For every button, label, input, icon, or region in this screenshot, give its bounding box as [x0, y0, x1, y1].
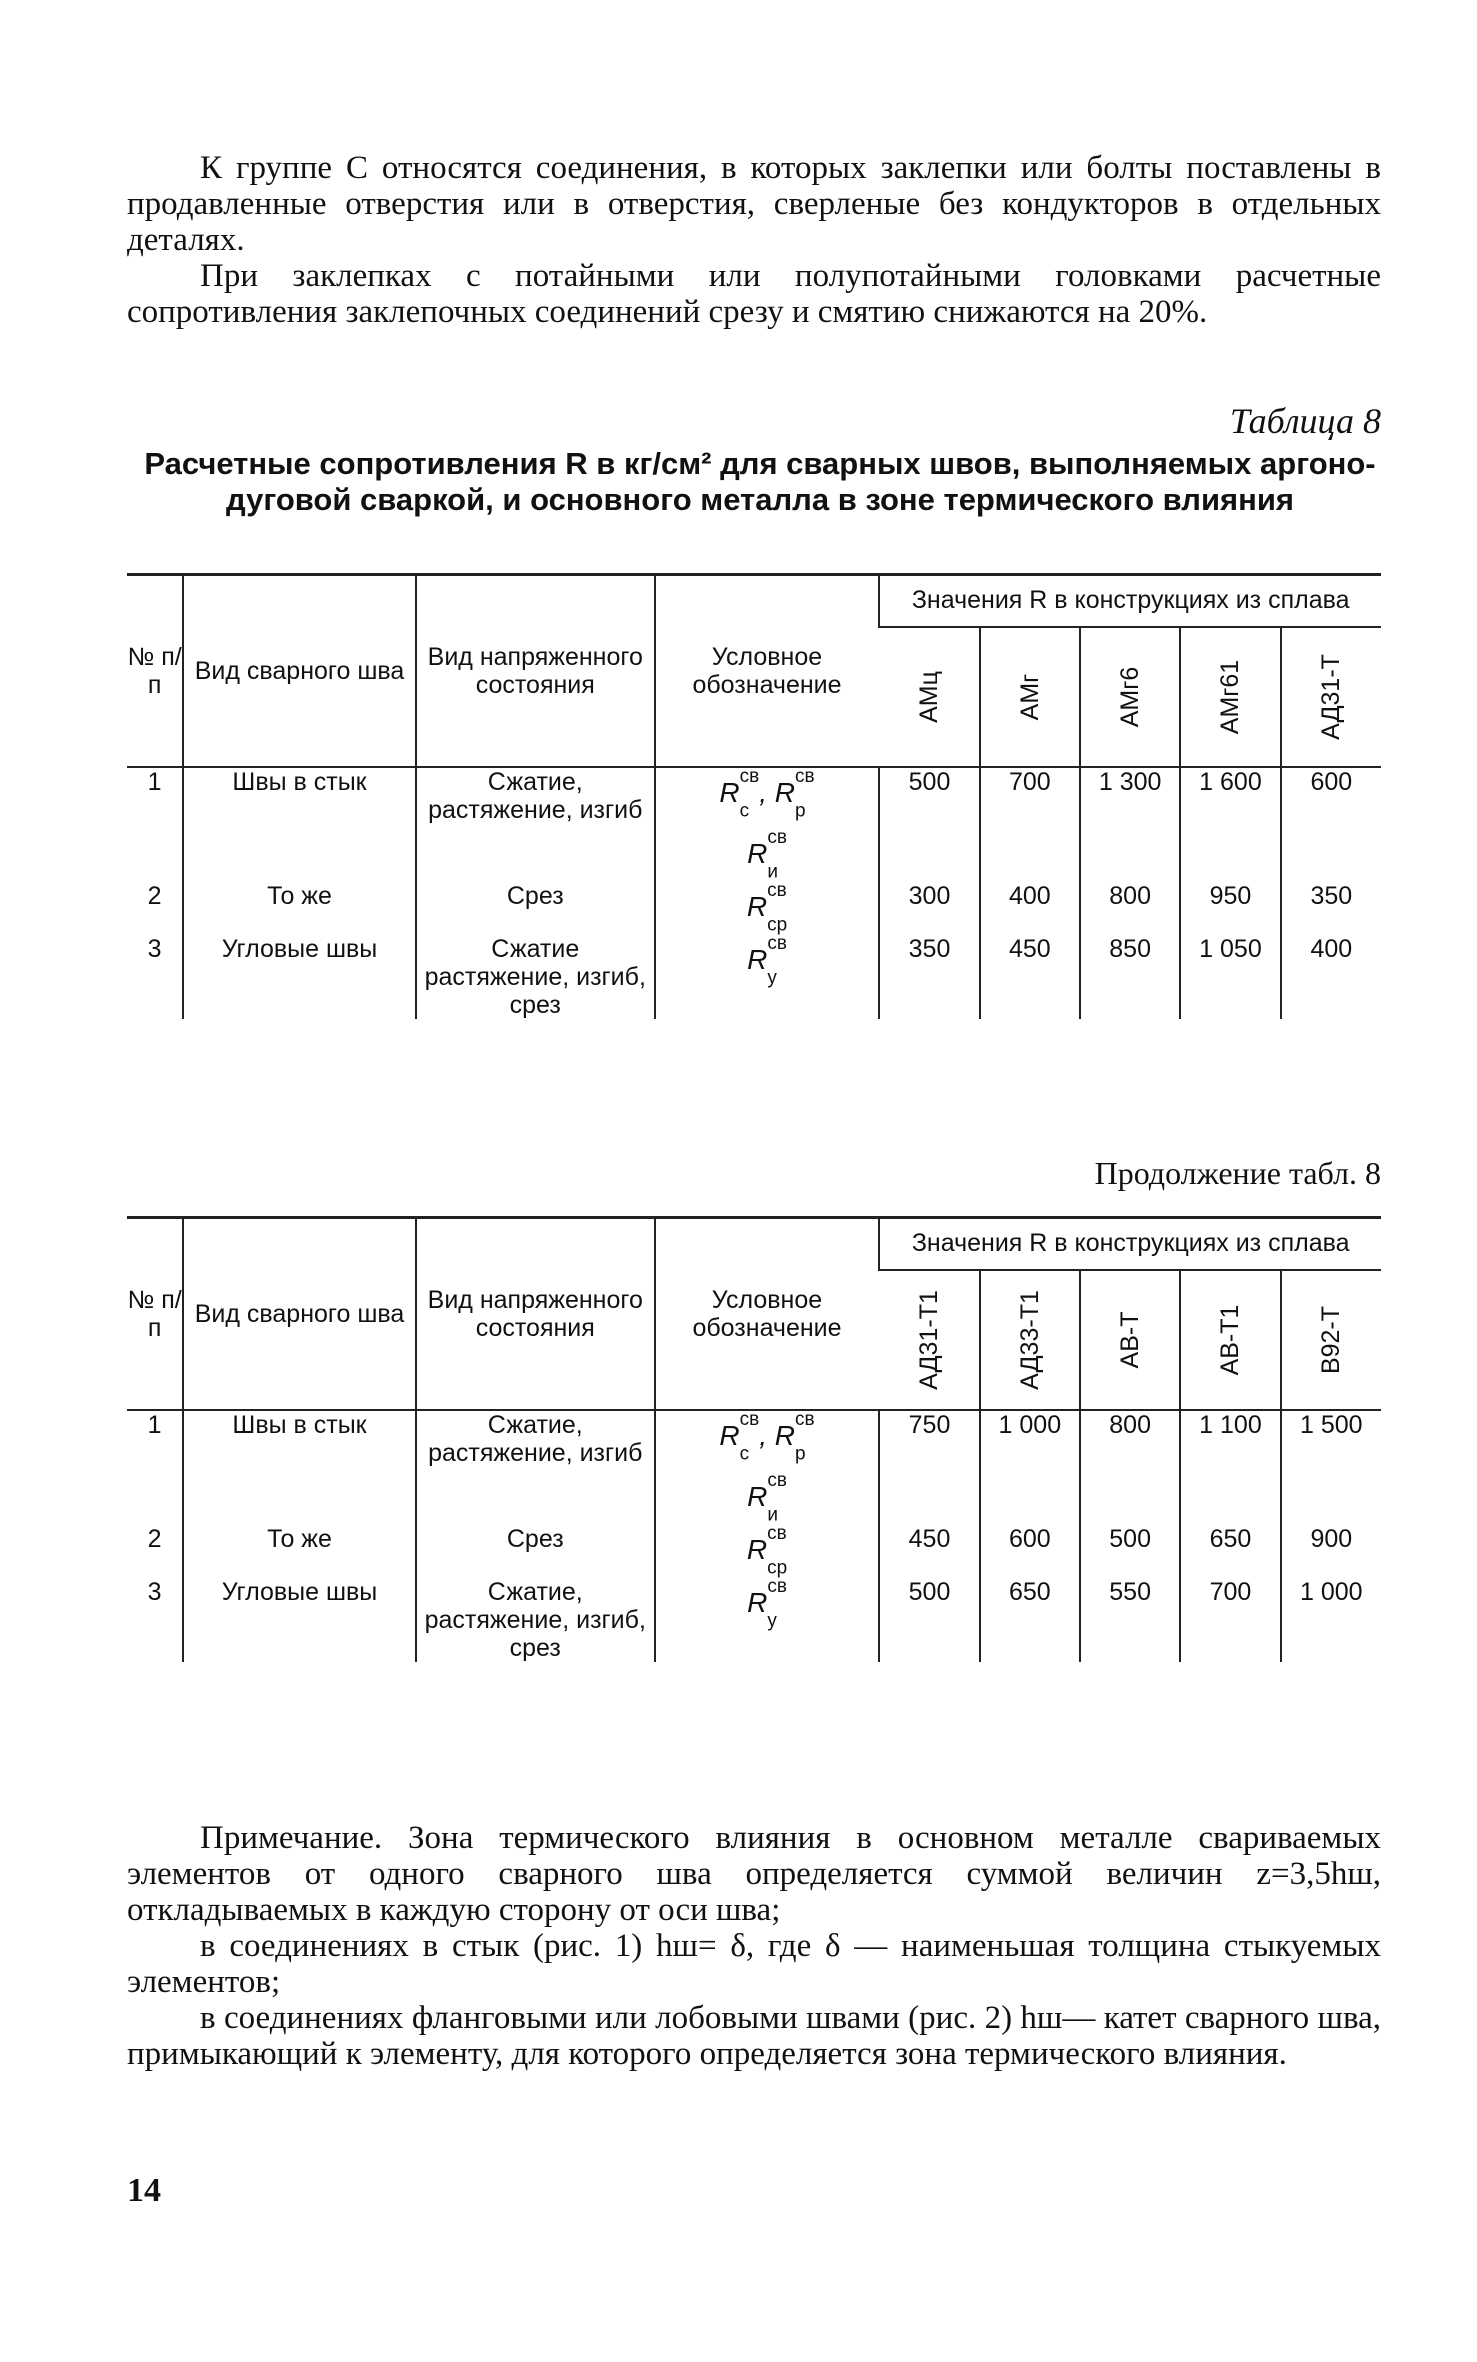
header-values-group: Значения R в конструкциях из сплава [879, 1218, 1381, 1271]
value-cell: 1 300 [1080, 767, 1180, 882]
value-cell: 500 [879, 1578, 979, 1662]
value-cell: 500 [1080, 1525, 1180, 1578]
value-cell: 1 000 [980, 1410, 1080, 1525]
row-number: 1 [147, 1411, 162, 1439]
value-cell: 700 [1180, 1578, 1280, 1662]
value-cell: 350 [1281, 882, 1381, 935]
stress-state-cell: Сжатие, растяжение, изгиб [416, 1410, 655, 1525]
weld-type-cell: Угловые швы [183, 935, 416, 1019]
value-cell: 650 [1180, 1525, 1280, 1578]
note-paragraph-1: Примечание. Зона термического влияния в основном металле свариваемых элементов от одного сварного шва определяется суммой величин z=3,5hш, откладываемых в каждую сторону от оси шва; [127, 1820, 1381, 1928]
value-cell: 400 [980, 882, 1080, 935]
alloy-header: АД31-Т [1281, 627, 1381, 767]
stress-state-cell: Срез [416, 1525, 655, 1578]
row-number: 3 [147, 1577, 162, 1606]
table-row [127, 935, 1381, 1019]
weld-type-cell: Угловые швы [183, 1578, 416, 1662]
value-cell: 1 600 [1180, 767, 1280, 882]
value-cell: 350 [879, 935, 979, 1019]
stress-state-cell: Сжатие, растяжение, изгиб, срез [416, 1578, 655, 1662]
value-cell: 1 000 [1281, 1578, 1381, 1662]
row-number: 2 [147, 1524, 162, 1553]
value-cell: 500 [879, 767, 979, 882]
header-weld-type: Вид сварного шва [183, 575, 416, 768]
header-values-group: Значения R в конструкциях из сплава [879, 575, 1381, 628]
alloy-header: АД33-Т1 [980, 1270, 1080, 1410]
symbol-cell: $R^{св}$ $_с$, $R^{св}$ $_р$ $R^{св}$ $_и$ [655, 1410, 880, 1525]
header-weld-type: Вид сварного шва [183, 1218, 416, 1411]
symbol-cell: $R^{св}$ $_у$ [655, 1578, 880, 1662]
header-stress-state: Вид напряженного состояния [416, 575, 655, 768]
value-cell: 750 [879, 1410, 979, 1525]
value-cell: 1 100 [1180, 1410, 1280, 1525]
alloy-header: АМг6 [1080, 627, 1180, 767]
header-symbol: Условное обозначение [655, 1218, 880, 1411]
table-title: Расчетные сопротивления R в кг/см² для сварных швов, выполняемых аргоно-дуговой сваркой, и основного металла в зоне термического влияния [144, 446, 1376, 517]
weld-type-cell: Швы в стык [183, 767, 416, 882]
alloy-header: В92-Т [1281, 1270, 1381, 1410]
alloy-header: АМц [879, 627, 979, 767]
symbol-cell: $R^{св}$ $_с$, $R^{св}$ $_р$ $R^{св}$ $_и$ [655, 767, 880, 882]
header-stress-state: Вид напряженного состояния [416, 1218, 655, 1411]
value-cell: 300 [879, 882, 979, 935]
value-cell: 850 [1080, 935, 1180, 1019]
continuation-label: Продолжение табл. 8 [1094, 1155, 1381, 1191]
value-cell: 1 500 [1281, 1410, 1381, 1525]
intro-paragraph-2: При заклепках с потайными или полупотайными головками расчетные сопротивления заклепочных соединений срезу и смятию снижаются на 20%. [127, 258, 1381, 330]
table-label: Таблица 8 [1229, 401, 1381, 441]
table-row [127, 882, 1381, 935]
header-symbol: Условное обозначение [655, 575, 880, 768]
intro-paragraph-1: К группе C относятся соединения, в которых заклепки или болты поставлены в продавленные отверстия или в отверстия, сверленые без кондукторов в отдельных деталях. [127, 150, 1381, 258]
weld-type-cell: То же [183, 1525, 416, 1578]
alloy-header: АД31-Т1 [879, 1270, 979, 1410]
stress-state-cell: Срез [416, 882, 655, 935]
table-row [127, 1525, 1381, 1578]
stress-state-cell: Сжатие растяжение, изгиб, срез [416, 935, 655, 1019]
symbol-cell: $R^{св}$ $_{ср}$ [655, 882, 880, 935]
header-no: № п/п [127, 1218, 183, 1411]
header-no: № п/п [127, 575, 183, 768]
value-cell: 550 [1080, 1578, 1180, 1662]
row-number: 2 [147, 881, 162, 910]
weld-type-cell: Швы в стык [183, 1410, 416, 1525]
value-cell: 1 050 [1180, 935, 1280, 1019]
value-cell: 450 [879, 1525, 979, 1578]
alloy-header: АВ-Т1 [1180, 1270, 1280, 1410]
weld-type-cell: То же [183, 882, 416, 935]
row-number: 1 [147, 768, 162, 796]
value-cell: 900 [1281, 1525, 1381, 1578]
table-row [127, 1578, 1381, 1662]
note-paragraph-2: в соединениях в стык (рис. 1) hш= δ, где δ — наименьшая толщина стыкуемых элементов; [127, 1928, 1381, 2000]
value-cell: 950 [1180, 882, 1280, 935]
page-number: 14 [127, 2172, 161, 2209]
value-cell: 650 [980, 1578, 1080, 1662]
stress-state-cell: Сжатие, растяжение, изгиб [416, 767, 655, 882]
value-cell: 800 [1080, 882, 1180, 935]
symbol-cell: $R^{св}$ $_{ср}$ [655, 1525, 880, 1578]
symbol-cell: $R^{св}$ $_у$ [655, 935, 880, 1019]
table-row [127, 767, 1381, 882]
value-cell: 600 [980, 1525, 1080, 1578]
value-cell: 400 [1281, 935, 1381, 1019]
note-paragraph-3: в соединениях фланговыми или лобовыми швами (рис. 2) hш— катет сварного шва, примыкающий к элементу, для которого определяется зона термического влияния. [127, 2000, 1381, 2072]
value-cell: 800 [1080, 1410, 1180, 1525]
alloy-header: АМг [980, 627, 1080, 767]
table-8-part-2 [127, 1216, 1381, 1662]
row-number: 3 [147, 934, 162, 963]
value-cell: 450 [980, 935, 1080, 1019]
table-8-part-1 [127, 573, 1381, 1019]
value-cell: 600 [1281, 767, 1381, 882]
alloy-header: АВ-Т [1080, 1270, 1180, 1410]
value-cell: 700 [980, 767, 1080, 882]
alloy-header: АМг61 [1180, 627, 1280, 767]
table-row [127, 1410, 1381, 1525]
